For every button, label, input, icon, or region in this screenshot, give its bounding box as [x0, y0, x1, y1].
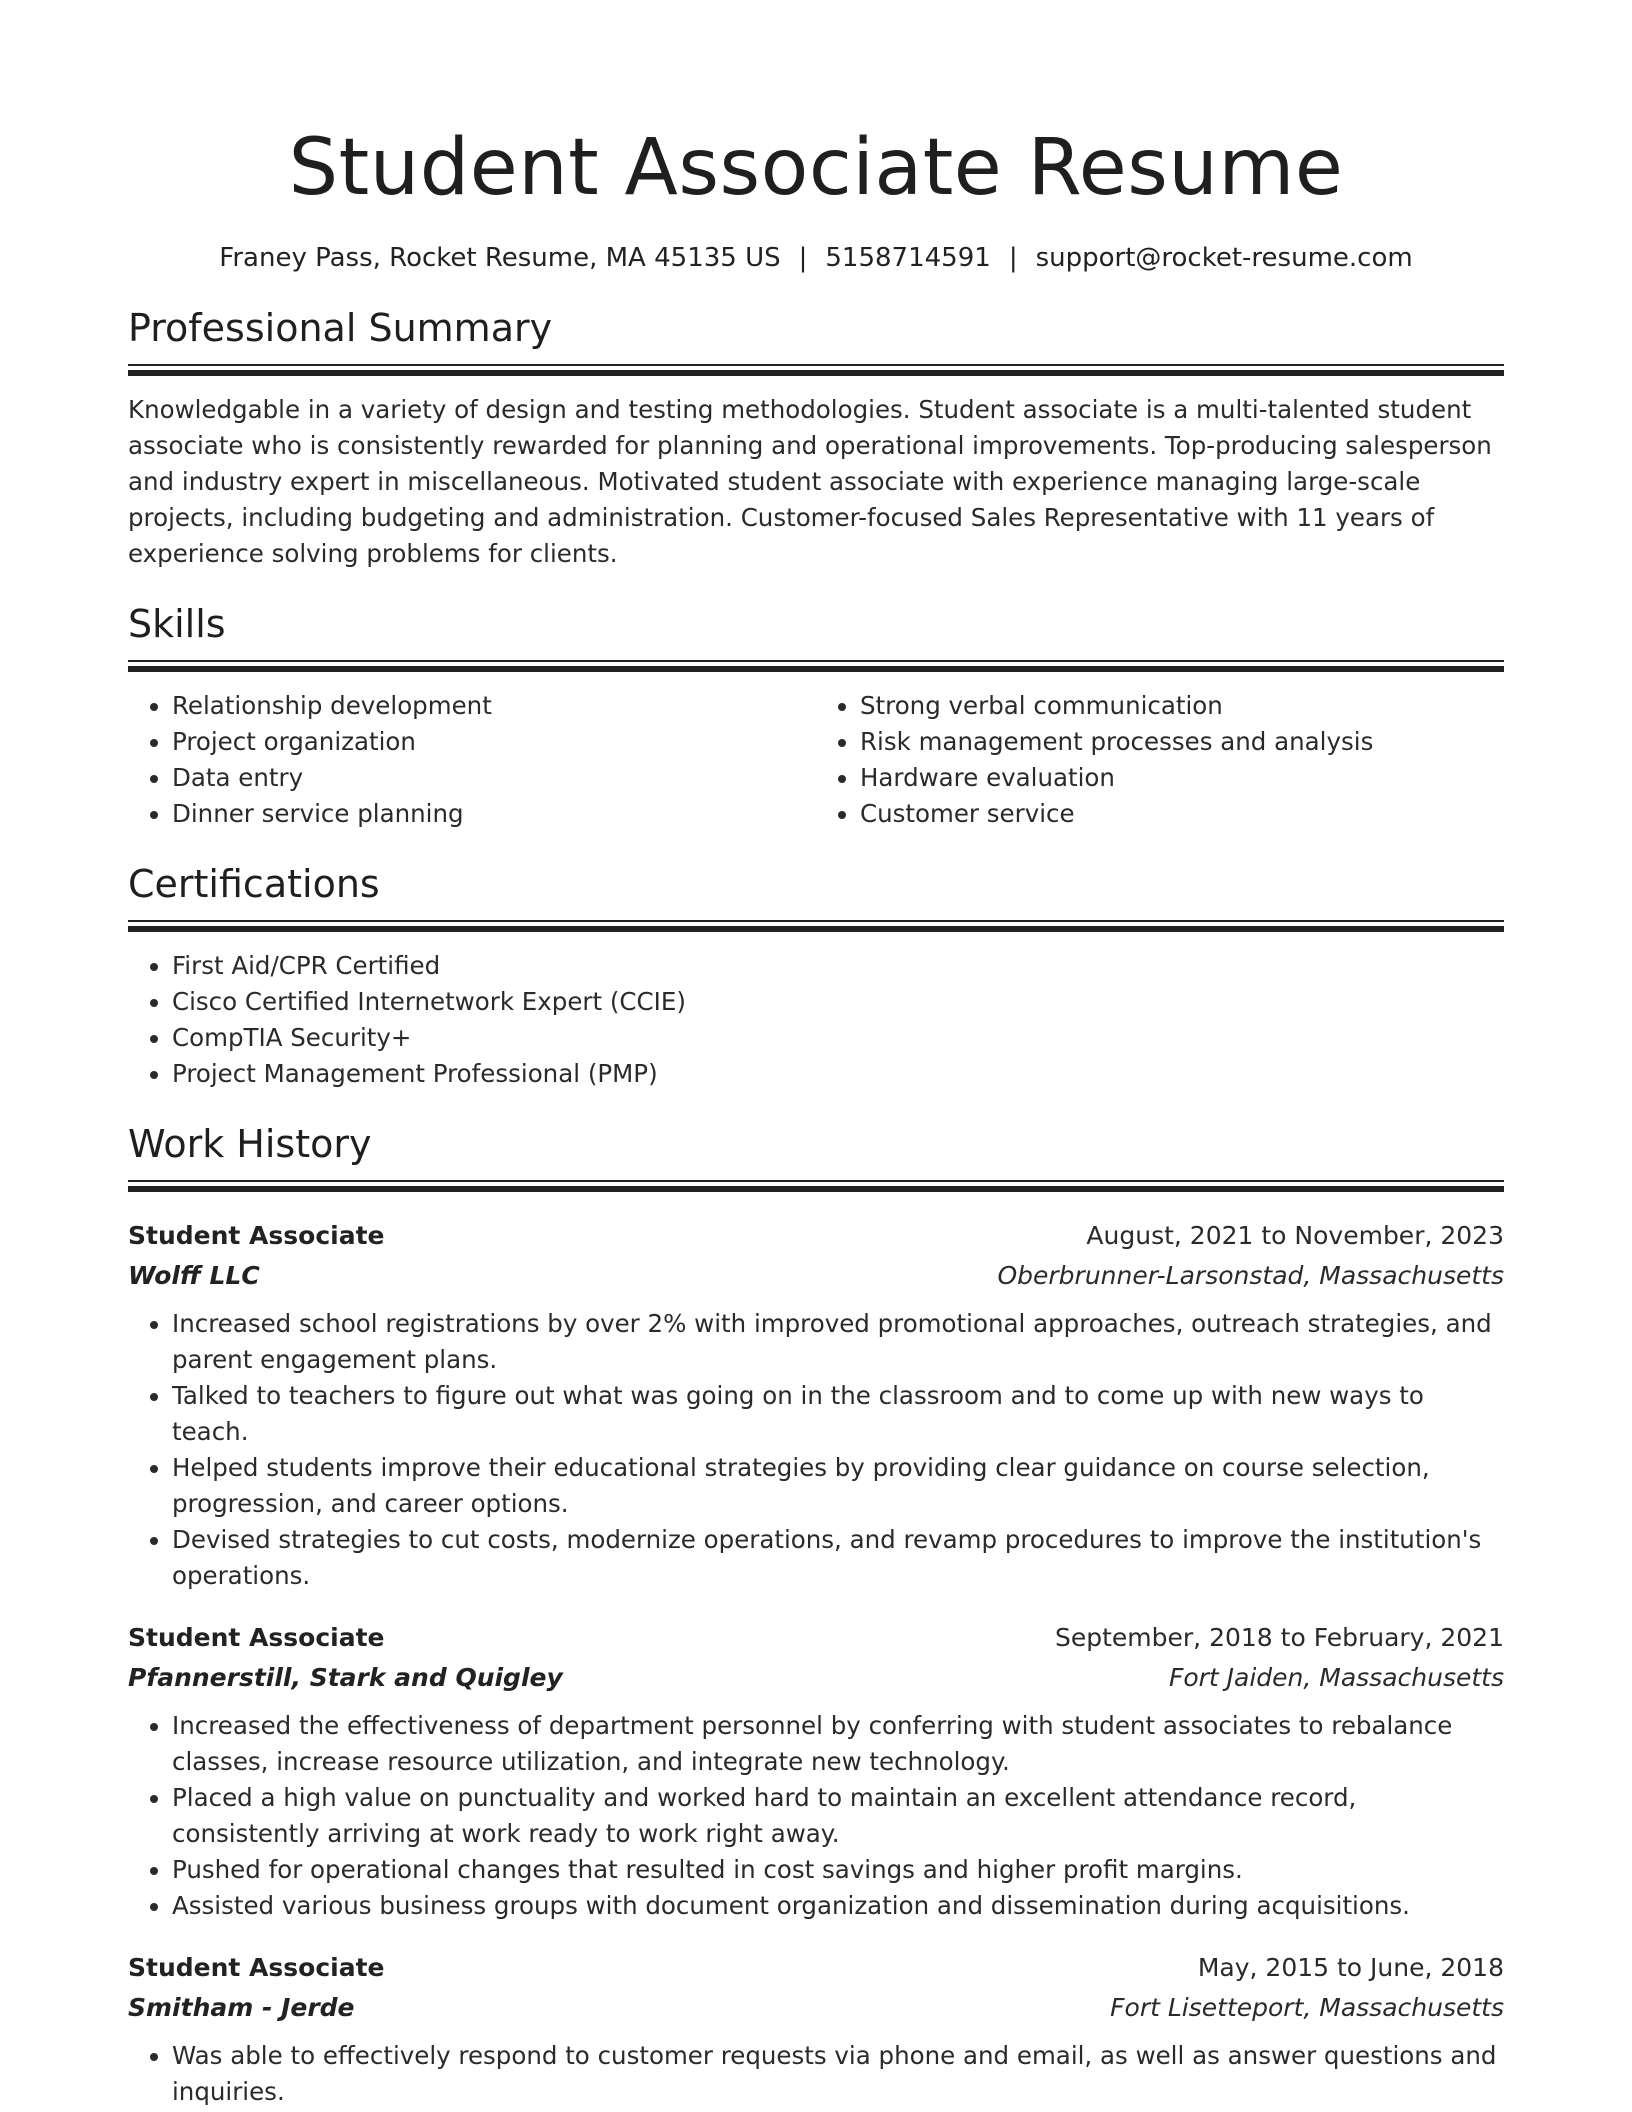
job-subheader [128, 1256, 1504, 1296]
skill-item: • Customer service [860, 796, 1504, 832]
contact-address: Franey Pass, Rocket Resume, MA 45135 US [219, 243, 781, 273]
contact-phone: 5158714591 [825, 243, 991, 273]
certifications-section [128, 860, 1504, 1092]
skills-grid [128, 688, 1504, 832]
resume-title: Student Associate Resume [288, 123, 1344, 213]
certification-item: • CompTIA Security+ [172, 1020, 1504, 1056]
skill-item: • Risk management processes and analysis [860, 724, 1504, 760]
job-bullet: • Increased school registrations by over 2% with improved promotional approaches, outreach strategies, and parent engagement plans. [172, 1306, 1504, 1378]
job-header [128, 1948, 1504, 1988]
job-bullet: • Helped students improve their educational strategies by providing clear guidance on course selection, progression, and career options. [172, 1450, 1504, 1522]
professional-summary-section [128, 304, 1504, 572]
section-divider [128, 920, 1504, 932]
job-subheader [128, 1658, 1504, 1698]
section-divider [128, 660, 1504, 672]
job-company: Pfannerstill, Stark and Quigley [128, 1663, 563, 1692]
certifications-list [128, 948, 1504, 1092]
contact-separator: | [1008, 243, 1018, 273]
job-entry [128, 1618, 1504, 1924]
job-company: Smitham - Jerde [128, 1993, 355, 2022]
job-bullet: • Increased the effectiveness of department personnel by conferring with student associates to rebalance classes, increase resource utilization, and integrate new technology. [172, 1708, 1504, 1780]
job-bullets [128, 1306, 1504, 1594]
job-dates: May, 2015 to June, 2018 [1197, 1953, 1504, 1982]
section-divider [128, 1180, 1504, 1192]
job-title: Student Associate [128, 1221, 385, 1250]
skills-list-right [816, 688, 1504, 832]
skills-section [128, 600, 1504, 832]
skill-item: • Hardware evaluation [860, 760, 1504, 796]
certification-item: • Cisco Certified Internetwork Expert (CCIE) [172, 984, 1504, 1020]
contact-email: support@rocket-resume.com [1035, 243, 1413, 273]
job-company: Wolff LLC [128, 1261, 260, 1290]
skill-item: • Data entry [172, 760, 816, 796]
job-bullet: • Was able to effectively respond to customer requests via phone and email, as well as answer questions and inquiries. [172, 2038, 1504, 2110]
job-location: Fort Jaiden, Massachusetts [1168, 1663, 1504, 1692]
job-header [128, 1216, 1504, 1256]
certification-item: • First Aid/CPR Certified [172, 948, 1504, 984]
job-bullet: • Pushed for operational changes that resulted in cost savings and higher profit margins. [172, 1852, 1504, 1888]
skill-item: • Project organization [172, 724, 816, 760]
job-entry [128, 1948, 1504, 2110]
job-location: Fort Lisetteport, Massachusetts [1110, 1993, 1504, 2022]
section-heading-certifications: Certifications [128, 862, 380, 906]
skill-item: • Dinner service planning [172, 796, 816, 832]
skill-item: • Strong verbal communication [860, 688, 1504, 724]
job-bullet: • Placed a high value on punctuality and worked hard to maintain an excellent attendance record, consistently arriving at work ready to work right away. [172, 1780, 1504, 1852]
job-header [128, 1618, 1504, 1658]
job-bullet: • Devised strategies to cut costs, modernize operations, and revamp procedures to improve the institution's operations. [172, 1522, 1504, 1594]
job-title: Student Associate [128, 1623, 385, 1652]
work-history-section [128, 1120, 1504, 2110]
job-subheader [128, 1988, 1504, 2028]
section-divider [128, 364, 1504, 376]
job-entry [128, 1216, 1504, 1594]
skills-list-left [128, 688, 816, 832]
contact-line [128, 240, 1504, 276]
certification-item: • Project Management Professional (PMP) [172, 1056, 1504, 1092]
job-bullet: • Assisted various business groups with document organization and dissemination during acquisitions. [172, 1888, 1504, 1924]
section-heading-skills: Skills [128, 602, 226, 646]
job-dates: August, 2021 to November, 2023 [1086, 1221, 1504, 1250]
job-bullets [128, 1708, 1504, 1924]
summary-text: Knowledgable in a variety of design and testing methodologies. Student associate is a multi-talented student associate who is consistently rewarded for planning and operational improvements. Top-producing salesperson and industry expert in miscellaneous. Motivated student associate with experience managing large-scale projects, including budgeting and administration. Customer-focused Sales Representative with 11 years of experience solving problems for clients. [128, 395, 1492, 568]
skill-item: • Relationship development [172, 688, 816, 724]
contact-separator: | [798, 243, 808, 273]
job-dates: September, 2018 to February, 2021 [1055, 1623, 1504, 1652]
section-heading-work-history: Work History [128, 1122, 372, 1166]
job-title: Student Associate [128, 1953, 385, 1982]
job-bullets [128, 2038, 1504, 2110]
job-bullet: • Talked to teachers to figure out what was going on in the classroom and to come up with new ways to teach. [172, 1378, 1504, 1450]
section-heading-summary: Professional Summary [128, 306, 553, 350]
job-location: Oberbrunner-Larsonstad, Massachusetts [997, 1261, 1504, 1290]
